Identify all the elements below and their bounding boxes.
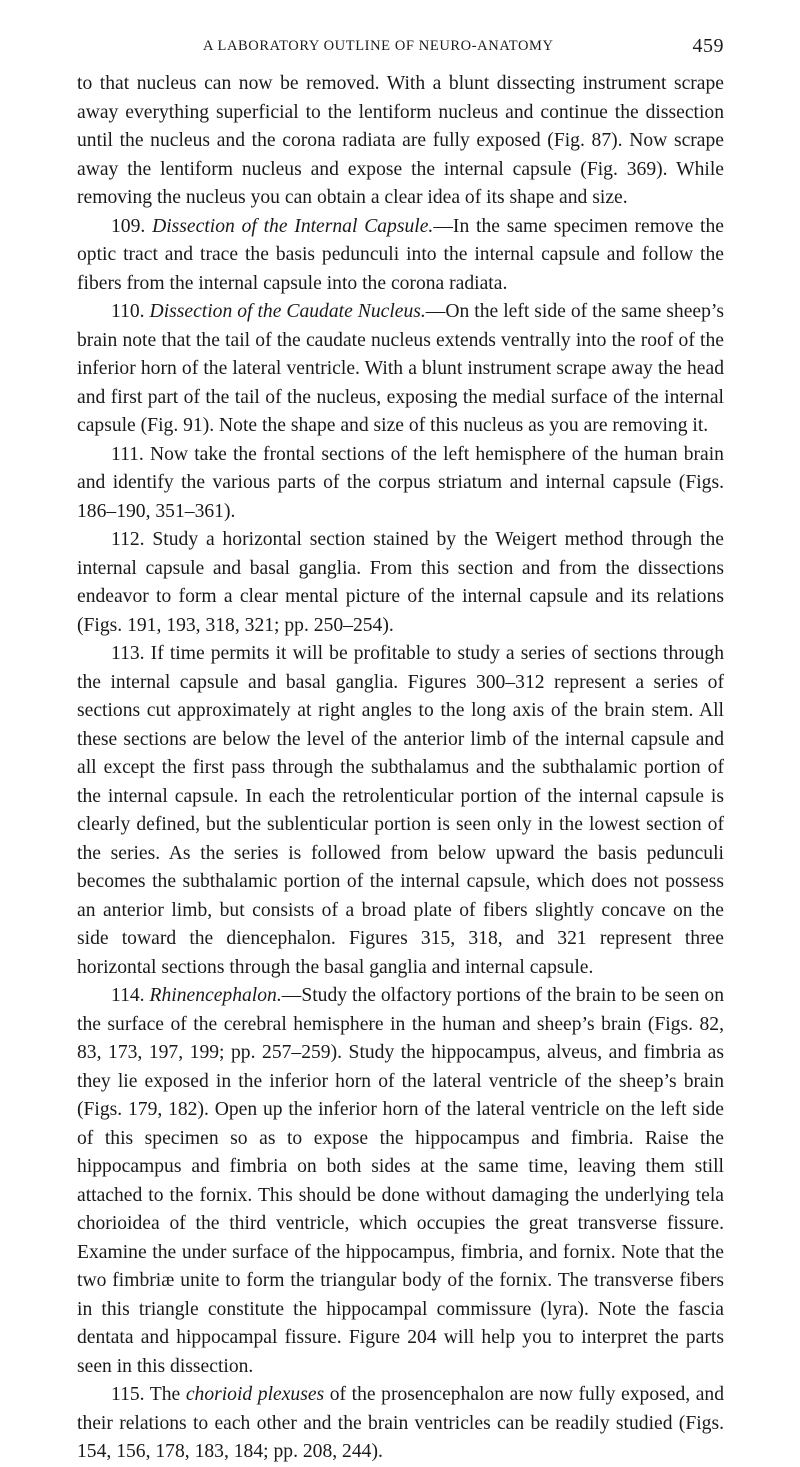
- paragraph-lead: The: [149, 1384, 181, 1405]
- paragraph-continuation: [77, 70, 724, 213]
- paragraph-number: 111.: [111, 443, 144, 465]
- paragraph-text: of the prosencephalon are now fully exposed, and their relations to each other and the brain ventricles can be readily studied (Figs. 154, 156, 178, 183, 184; pp. 208, 244).: [77, 1384, 724, 1462]
- paragraph-113: [77, 640, 724, 982]
- paragraph-number: 114.: [111, 985, 145, 1006]
- paragraph-text: to that nucleus can now be removed. With a blunt dissecting instrument scrape away everything superficial to the lentiform nucleus and continue the dissection until the nucleus and the corona radiata are fully exposed (Fig. 87). Now scrape away the lentiform nucleus and expose the internal capsule (Fig. 369). While removing the nucleus you can obtain a clear idea of its shape and size.: [77, 73, 724, 208]
- paragraph-heading: Rhinencephalon.: [149, 985, 282, 1006]
- paragraph-number: 109.: [111, 215, 146, 237]
- paragraph-115: [77, 1381, 724, 1467]
- paragraph-text: Study a horizontal section stained by the Weigert method through the internal capsule and basal ganglia. From this section and from the dissections endeavor to form a clear mental picture of the internal capsule and its relations (Figs. 191, 193, 318, 321; pp. 250–254).: [77, 529, 724, 636]
- paragraph-number: 115.: [111, 1384, 145, 1405]
- running-header: [77, 35, 724, 70]
- book-page: [77, 35, 725, 1467]
- paragraph-114: [77, 982, 724, 1381]
- paragraph-109: [77, 213, 724, 299]
- page-number: 459: [692, 35, 724, 57]
- paragraph-text: If time permits it will be profitable to study a series of sections through the internal capsule and basal ganglia. Figures 300–312 represent a series of sections cut approximately at right angles to the long axis of the brain stem. All these sections are below the level of the anterior limb of the internal capsule and all except the first pass through the subthalamus and the subthalamic portion of the internal capsule. In each the retrolenticular portion of the internal capsule is clearly defined, but the sublenticular portion is seen only in the lowest section of the series. As the series is followed from below upward the basis pedunculi becomes the subthalamic portion of the internal capsule, which does not possess an anterior limb, but consists of a broad plate of fibers slightly concave on the side toward the diencephalon. Figures 315, 318, and 321 represent three horizontal sections through the basal ganglia and internal capsule.: [77, 643, 725, 978]
- paragraph-text: —On the left side of the same sheep’s brain note that the tail of the caudate nucleus extends ventrally into the roof of the inferior horn of the lateral ventricle. With a blunt instrument scrape away the head and first part of the tail of the nucleus, exposing the medial surface of the internal capsule (Fig. 91). Note the shape and size of this nucleus as you are removing it.: [77, 301, 724, 436]
- paragraph-number: 113.: [111, 643, 145, 664]
- paragraph-number: 112.: [111, 529, 145, 550]
- paragraph-heading: Dissection of the Caudate Nucleus.: [149, 301, 426, 322]
- paragraph-number: 110.: [111, 301, 145, 322]
- running-title: A LABORATORY OUTLINE OF NEURO-ANATOMY: [203, 38, 554, 54]
- paragraph-text: —In the same specimen remove the optic tract and trace the basis pedunculi into the internal capsule and follow the fibers from the internal capsule into the corona radiata.: [77, 215, 724, 294]
- paragraph-heading: Dissection of the Internal Capsule.: [152, 215, 434, 237]
- paragraph-110: [77, 298, 724, 441]
- paragraph-text: Now take the frontal sections of the left hemisphere of the human brain and identify the various parts of the corpus striatum and internal capsule (Figs. 186–190, 351–361).: [77, 443, 724, 522]
- paragraph-111: [77, 441, 724, 527]
- paragraph-112: [77, 526, 724, 640]
- paragraph-heading: chorioid plexuses: [185, 1384, 325, 1405]
- paragraph-text: —Study the olfactory portions of the brain to be seen on the surface of the cerebral hemisphere in the human and sheep’s brain (Figs. 82, 83, 173, 197, 199; pp. 257–259). Study the hippocampus, alveus, and fimbria as they lie exposed in the inferior horn of the lateral ventricle of the sheep’s brain (Figs. 179, 182). Open up the inferior horn of the lateral ventricle on the left side of this specimen so as to expose the hippocampus and fimbria. Raise the hippocampus and fimbria on both sides at the same time, leaving them still attached to the fornix. This should be done without damaging the underlying tela chorioidea of the third ventricle, which occupies the great transverse fissure. Examine the under surface of the hippocampus, fimbria, and fornix. Note that the two fimbriæ unite to form the triangular body of the fornix. The transverse fibers in this triangle constitute the hippocampal commissure (lyra). Note the fascia dentata and hippocampal fissure. Figure 204 will help you to interpret the parts seen in this dissection.: [77, 985, 725, 1377]
- body-text: [77, 70, 724, 1467]
